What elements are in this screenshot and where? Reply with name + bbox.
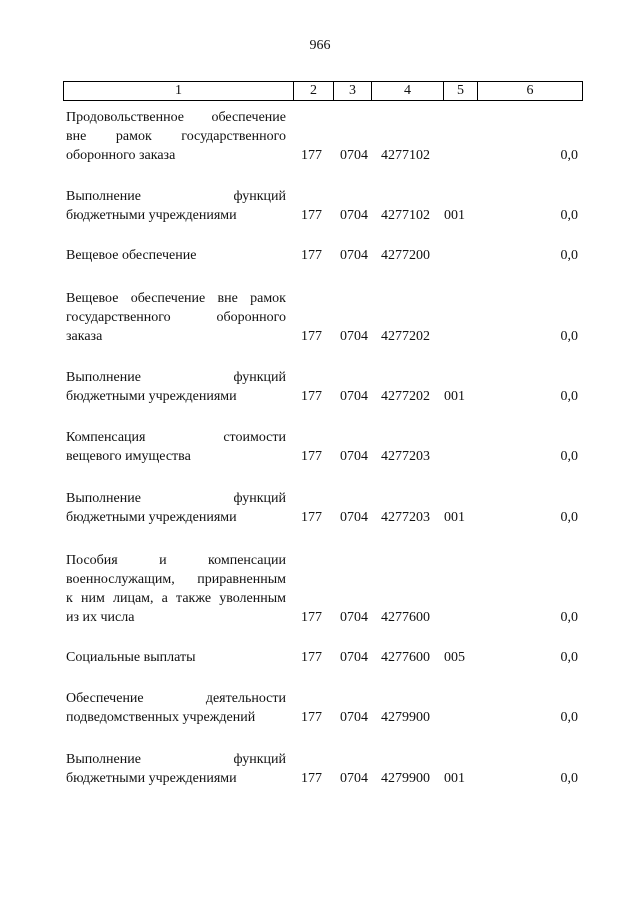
table-row: [0, 489, 640, 527]
cell-col-5: 005: [444, 650, 465, 665]
row-name: [66, 648, 286, 667]
cell-col-2: 177: [301, 710, 322, 725]
cell-col-3: 0704: [340, 389, 368, 404]
row-name-line: бюджетными учреждениями: [66, 389, 237, 404]
cell-col-2: 177: [301, 248, 322, 263]
cell-col-4: 4277102: [381, 148, 430, 163]
row-name: [66, 246, 286, 265]
row-name-line: заказа: [66, 329, 103, 344]
cell-col-3: 0704: [340, 710, 368, 725]
row-name-line: Обеспечение деятельности: [66, 691, 286, 706]
cell-col-4: 4277600: [381, 650, 430, 665]
cell-col-4: 4277203: [381, 449, 430, 464]
row-name: [66, 368, 286, 406]
row-name: [66, 289, 286, 346]
table-row: [0, 368, 640, 406]
cell-col-5: 001: [444, 208, 465, 223]
cell-col-6: 0,0: [560, 208, 578, 223]
row-name: [66, 187, 286, 225]
cell-col-6: 0,0: [560, 329, 578, 344]
row-name: [66, 108, 286, 165]
row-name-line: Выполнение функций: [66, 189, 286, 204]
cell-col-4: 4277202: [381, 329, 430, 344]
table-row: [0, 289, 640, 346]
cell-col-2: 177: [301, 510, 322, 525]
cell-col-2: 177: [301, 329, 322, 344]
row-name-line: Пособия и компенсации: [66, 553, 286, 568]
cell-col-2: 177: [301, 771, 322, 786]
row-name-line: бюджетными учреждениями: [66, 771, 237, 786]
cell-col-4: 4279900: [381, 771, 430, 786]
page-number: 966: [309, 38, 331, 53]
cell-col-4: 4277600: [381, 610, 430, 625]
cell-col-6: 0,0: [560, 650, 578, 665]
row-name-line: Выполнение функций: [66, 370, 286, 385]
row-name-line: из их числа: [66, 610, 135, 625]
cell-col-6: 0,0: [560, 610, 578, 625]
row-name: [66, 428, 286, 466]
cell-col-5: 001: [444, 510, 465, 525]
cell-col-6: 0,0: [560, 248, 578, 263]
cell-col-3: 0704: [340, 510, 368, 525]
cell-col-3: 0704: [340, 610, 368, 625]
row-name: [66, 551, 286, 627]
cell-col-6: 0,0: [560, 510, 578, 525]
row-name-line: к ним лицам, а также уволенным: [66, 591, 286, 606]
table-row: [0, 246, 640, 265]
column-header-4: 4: [372, 82, 444, 100]
table-row: [0, 187, 640, 225]
row-name-line: Выполнение функций: [66, 491, 286, 506]
row-name-line: вне рамок государственного: [66, 129, 286, 144]
row-name-line: Вещевое обеспечение вне рамок: [66, 291, 286, 306]
cell-col-6: 0,0: [560, 449, 578, 464]
cell-col-2: 177: [301, 650, 322, 665]
cell-col-6: 0,0: [560, 771, 578, 786]
table-row: [0, 108, 640, 165]
row-name: [66, 750, 286, 788]
row-name-line: Компенсация стоимости: [66, 430, 286, 445]
row-name-line: государственного оборонного: [66, 310, 286, 325]
column-header-6: 6: [526, 83, 534, 98]
cell-col-3: 0704: [340, 148, 368, 163]
cell-col-5: 001: [444, 389, 465, 404]
cell-col-2: 177: [301, 389, 322, 404]
table-row: [0, 428, 640, 466]
table-row: [0, 689, 640, 727]
cell-col-3: 0704: [340, 771, 368, 786]
cell-col-3: 0704: [340, 208, 368, 223]
cell-col-6: 0,0: [560, 389, 578, 404]
cell-col-3: 0704: [340, 248, 368, 263]
row-name-line: Продовольственное обеспечение: [66, 110, 286, 125]
row-name-line: Выполнение функций: [66, 752, 286, 767]
column-header-row: [63, 81, 583, 101]
cell-col-5: 001: [444, 771, 465, 786]
row-name-line: Вещевое обеспечение: [66, 248, 197, 263]
row-name-line: бюджетными учреждениями: [66, 510, 237, 525]
table-row: [0, 551, 640, 627]
column-header-5: 5: [444, 82, 478, 100]
cell-col-6: 0,0: [560, 148, 578, 163]
cell-col-4: 4279900: [381, 710, 430, 725]
cell-col-4: 4277200: [381, 248, 430, 263]
cell-col-2: 177: [301, 449, 322, 464]
table-row: [0, 648, 640, 667]
cell-col-2: 177: [301, 208, 322, 223]
row-name: [66, 689, 286, 727]
table-row: [0, 750, 640, 788]
cell-col-2: 177: [301, 610, 322, 625]
column-header-1: 1: [64, 82, 294, 100]
column-header-3: 3: [334, 82, 372, 100]
row-name-line: бюджетными учреждениями: [66, 208, 237, 223]
cell-col-4: 4277102: [381, 208, 430, 223]
cell-col-4: 4277202: [381, 389, 430, 404]
row-name-line: военнослужащим, приравненным: [66, 572, 286, 587]
cell-col-3: 0704: [340, 449, 368, 464]
cell-col-3: 0704: [340, 329, 368, 344]
row-name: [66, 489, 286, 527]
cell-col-2: 177: [301, 148, 322, 163]
cell-col-4: 4277203: [381, 510, 430, 525]
column-header-2: 2: [294, 82, 334, 100]
row-name-line: подведомственных учреждений: [66, 710, 256, 725]
row-name-line: вещевого имущества: [66, 449, 191, 464]
cell-col-6: 0,0: [560, 710, 578, 725]
row-name-line: Социальные выплаты: [66, 650, 196, 665]
cell-col-3: 0704: [340, 650, 368, 665]
row-name-line: оборонного заказа: [66, 148, 176, 163]
